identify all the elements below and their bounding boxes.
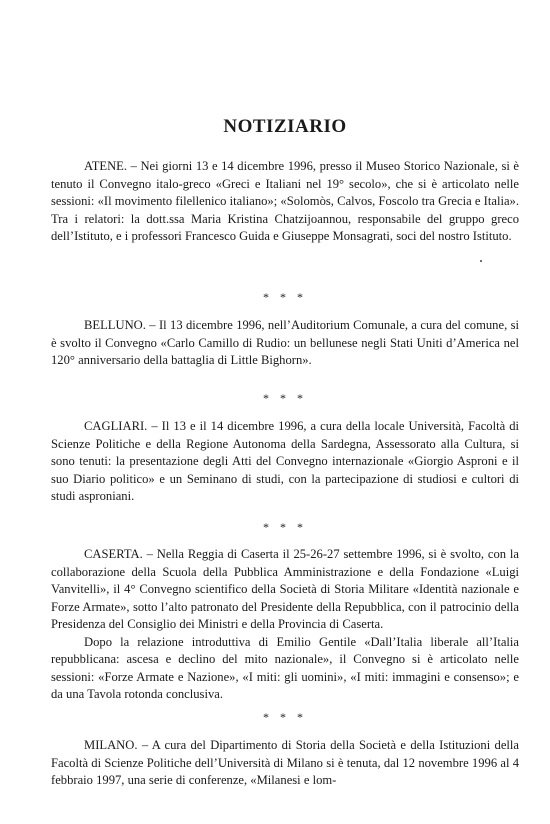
entry-paragraph: CAGLIARI. – Il 13 e il 14 dicembre 1996, a cura della locale Università, Facoltà di Scienze Politiche e della Regione Autonoma della Sardegna, Assessorato alla Cultura, si sono tenuti: la presentazione degli Atti del Convegno internazionale «Giorgio Asproni e il suo Diario politico» e un Seminano di studi, con la partecipazione di studiosi e cultori di studi asproniani. bbox=[51, 419, 519, 503]
entry-paragraph: Dopo la relazione introduttiva di Emilio Gentile «Dall’Italia liberale all’Italia repubblicana: ascesa e declino del mito nazionale», il Convegno si è articolato nelle sessioni: «Forze Armate e Nazione», «I miti: gli uomini», «I miti: immagini e consenso»; e da una Tavola rotonda conclusiva. bbox=[51, 634, 519, 701]
entry-paragraph: ATENE. – Nei giorni 13 e 14 dicembre 1996, presso il Museo Storico Nazionale, si è tenuto il Convegno italo-greco «Greci e Italiani nel 19° secolo», che si è articolato nelle sessioni: «Il movimento filellenico italiano»; «Solomòs, Calvos, Foscolo tra Grecia e Italia». Tra i relatori: la dott.ssa Maria Kristina Chatzijoannou, responsabile del gruppo greco dell’Istituto, e i professori Francesco Guida e Giuseppe Monsagrati, soci del nostro Istituto. bbox=[51, 159, 519, 243]
entry-cagliari bbox=[51, 418, 519, 506]
entry-paragraph: BELLUNO. – Il 13 dicembre 1996, nell’Auditorium Comunale, a cura del comune, si è svolto il Convegno «Carlo Camillo di Rudio: un bellunese negli Stati Uniti d’America nel 120° anniversario della battaglia di Little Bighorn». bbox=[51, 318, 519, 367]
entry-belluno bbox=[51, 317, 519, 370]
entry-paragraph: MILANO. – A cura del Dipartimento di Storia della Società e della Istituzioni della Facoltà di Scienze Politiche dell’Università di Milano si è tenuta, dal 12 novembre 1996 al 4 febbraio 1997, una serie di conferenze, «Milanesi e lom- bbox=[51, 738, 519, 787]
page-title: NOTIZIARIO bbox=[223, 116, 347, 137]
section-separator: * * * bbox=[263, 710, 307, 724]
entry-atene bbox=[51, 158, 519, 246]
scan-speck bbox=[480, 260, 482, 262]
entry-milano bbox=[51, 737, 519, 790]
entry-caserta bbox=[51, 546, 519, 704]
section-separator: * * * bbox=[263, 520, 307, 534]
section-separator: * * * bbox=[263, 290, 307, 304]
entry-paragraph: CASERTA. – Nella Reggia di Caserta il 25-26-27 settembre 1996, si è svolto, con la collaborazione della Scuola della Pubblica Amministrazione e della Fondazione «Luigi Vanvitelli», il 4° Convegno scientifico della Società di Storia Militare «Identità nazionale e Forze Armate», sotto l’alto patronato del Presidente della Repubblica, con il patrocinio della Presidenza del Consiglio dei Ministri e della Provincia di Caserta. bbox=[51, 547, 519, 631]
section-separator: * * * bbox=[263, 391, 307, 405]
